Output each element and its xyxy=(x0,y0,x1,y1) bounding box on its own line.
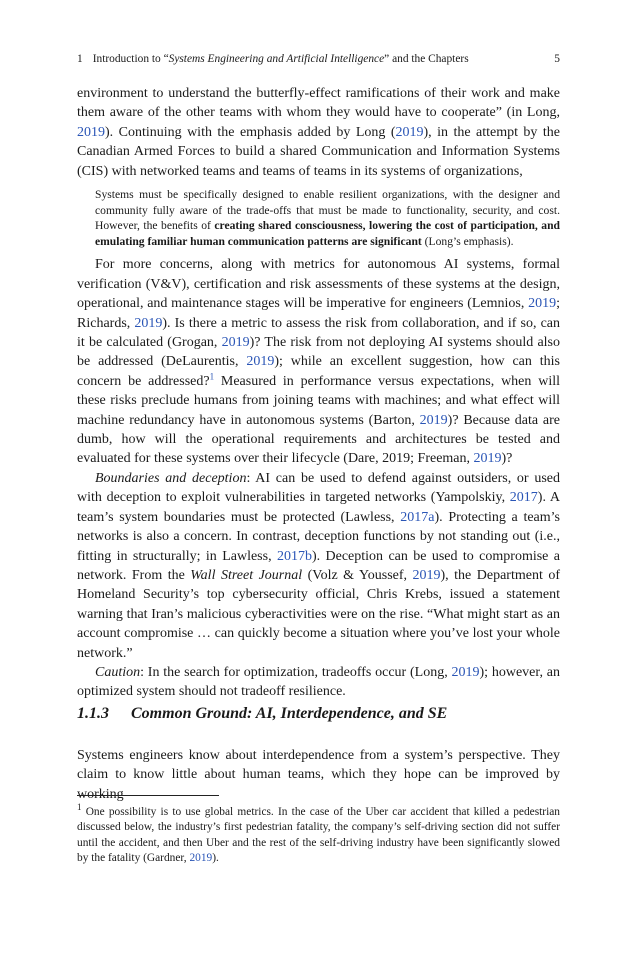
section-heading-block xyxy=(77,705,560,723)
citation-link[interactable]: 2019 xyxy=(419,412,448,428)
citation-link[interactable]: 2019 xyxy=(134,315,163,331)
citation-link[interactable]: 2017a xyxy=(400,509,435,525)
section-number: 1.1.3 xyxy=(77,705,109,722)
citation-link[interactable]: 2019 xyxy=(189,852,213,865)
citation-link[interactable]: 2019 xyxy=(77,124,105,140)
section-title: Common Ground: AI, Interdependence, and SE xyxy=(131,705,448,722)
citation-link[interactable]: 2019 xyxy=(451,664,480,680)
footnote-ref-link[interactable]: 1 xyxy=(209,371,215,382)
citation-link[interactable]: 2017 xyxy=(509,490,538,506)
running-head xyxy=(77,53,560,65)
page-number: 5 xyxy=(554,53,560,65)
chapter-number: 1 xyxy=(77,53,83,65)
footnote-rule xyxy=(77,795,219,796)
footnote-rule-block xyxy=(77,795,560,796)
block-quote: Systems must be specifically designed to enable resilient organizations, with the designer and community fully aware of the trade-offs that must be made to functionality, security, and cost. However, the benefits of creating shared consciousness, lowering the cost of participation, and emulating familiar human communication patterns are significant (Long’s emphasis). xyxy=(95,188,560,248)
citation-link[interactable]: 2019 xyxy=(221,335,250,351)
running-head-title: 1 Introduction to “Systems Engineering and Artificial Intelligence” and the Chapters xyxy=(77,53,469,65)
paragraph-5: Systems engineers know about interdependence from a system’s perspective. They claim to know little about human teams, which they hope can be improved by working xyxy=(77,748,560,802)
citation-link[interactable]: 2019 xyxy=(412,567,441,583)
section-heading xyxy=(77,705,560,723)
footnote-block xyxy=(77,802,560,867)
paragraph-4: Caution: In the search for optimization, tradeoffs occur (Long, 2019); however, an optimized system should not tradeoff resilience. xyxy=(77,664,560,700)
footnote-mark: 1 xyxy=(77,802,82,813)
citation-link[interactable]: 2017b xyxy=(276,548,312,564)
citation-link[interactable]: 2019 xyxy=(528,296,557,312)
paragraph-1: environment to understand the butterfly-effect ramifications of their work and make them aware of the other teams with whom they would have to cooperate” (in Long, 2019). Continuing with the emphasis added by Long (2019), in the attempt by the Canadian Armed Forces to build a shared Communication and Information Systems (CIS) with networked teams and teams of teams in its systems of organizations, xyxy=(77,86,560,179)
body-upper xyxy=(77,84,560,702)
paragraph-2: For more concerns, along with metrics for autonomous AI systems, formal verification (V&V), certification and risk assessments of these systems at the design, operational, and maintenance stages will be imperative for engineers (Lemnios, 2019; Richards, 2019). Is there a metric to assess the risk from collaboration, and if so, can it be calculated (Grogan, 2019)? The risk from not deploying AI systems should also be addressed (DeLaurentis, 2019); while an excellent suggestion, how can this concern be addressed?$^1$ Measured in performance versus expectations, when will these risks preclude humans from joining teams with machines; and what effect will machine redundancy have in autonomous systems (Barton, 2019)? Because data are dumb, how will the operational requirements and architectures be tested and evaluated for these systems over their lifecycle (Dare, 2019; Freeman, 2019)? xyxy=(77,257,561,467)
citation-link[interactable]: 2019 xyxy=(473,451,502,467)
footnote-1: $^1$ One possibility is to use global metrics. In the case of the Uber car accident that killed a pedestrian discussed below, the industry’s first pedestrian fatality, the company’s self-driving section did not suffer until the accident, and then Uber and the rest of the self-driving industry have been significantly slowed by the fatality (Gardner, 2019). xyxy=(77,802,560,865)
citation-link[interactable]: 2019 xyxy=(246,354,275,370)
citation-link[interactable]: 2019 xyxy=(395,124,424,140)
paragraph-3: Boundaries and deception: AI can be used to defend against outsiders, or used with deception to exploit vulnerabilities in targeted networks (Yampolskiy, 2017). A team’s system boundaries must be protected (Lawless, 2017a). Protecting a team’s networks is also a concern. In contrast, deception functions by not standing out (i.e., fitting in structurally; in Lawless, 2017b). Deception can be used to compromise a network. From the Wall Street Journal (Volz & Youssef, 2019), the Department of Homeland Security’s top cybersecurity official, Chris Krebs, issued a statement warning that Iran’s malicious cyberactivities were on the rise. “What might start as an account compromise … can quickly become a situation where you’ve lost your whole network.” xyxy=(77,470,560,661)
